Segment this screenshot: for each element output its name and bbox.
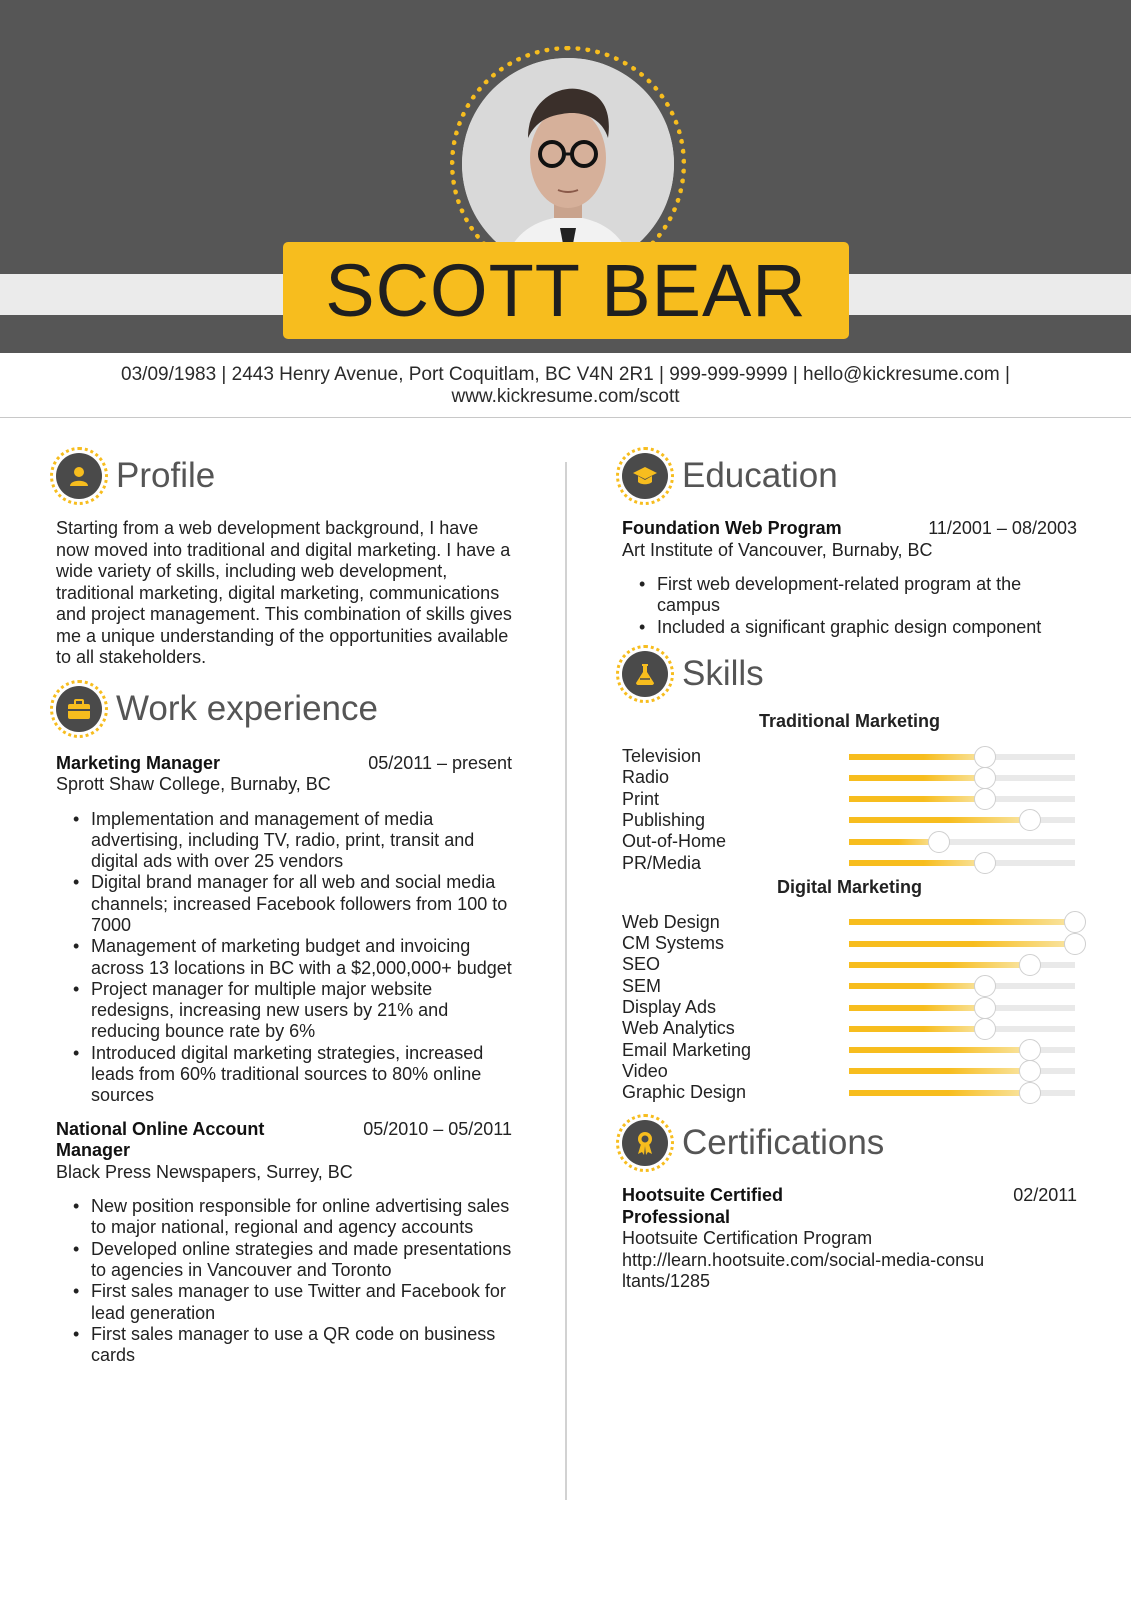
- list-item: • New position responsible for online advertising sales to major national, regional and agency accounts: [73, 1196, 512, 1239]
- skill-row: [622, 1061, 1077, 1082]
- skill-level-bar: [849, 817, 1075, 823]
- briefcase-icon: [66, 697, 92, 721]
- skill-level-knob: [1019, 1039, 1041, 1061]
- skill-row: [622, 746, 1077, 767]
- contact-line-1: 03/09/1983 | 2443 Henry Avenue, Port Coquitlam, BC V4N 2R1 | 999-999-9999 | hello@kickresume.com |: [121, 364, 1010, 385]
- skill-level-fill: [849, 839, 939, 845]
- skill-level-fill: [849, 796, 985, 802]
- skill-level-fill: [849, 1068, 1030, 1074]
- profile-title: Profile: [116, 456, 216, 495]
- list-item: • First sales manager to use a QR code on business cards: [73, 1324, 512, 1367]
- skill-name: CM Systems: [622, 933, 725, 954]
- skill-row: [622, 831, 1077, 852]
- job-dates: 05/2010 – 05/2011: [363, 1118, 512, 1139]
- skill-level-fill: [849, 919, 1075, 925]
- list-item: • Management of marketing budget and invoicing across 13 locations in BC with a $2,000,000+ budget: [73, 936, 512, 979]
- education-heading: [616, 446, 1077, 506]
- skill-level-fill: [849, 983, 985, 989]
- skill-level-knob: [1019, 1082, 1041, 1104]
- job-entry: [56, 1119, 512, 1367]
- skill-name: SEO: [622, 954, 661, 975]
- skill-name: PR/Media: [622, 852, 702, 873]
- skill-group-title: Traditional Marketing: [758, 710, 941, 731]
- skill-level-knob: [1064, 933, 1086, 955]
- skill-level-fill: [849, 1047, 1030, 1053]
- job-org: Sprott Shaw College, Burnaby, BC: [56, 774, 331, 794]
- graduation-cap-icon: [632, 465, 658, 487]
- profile-photo: [462, 58, 674, 270]
- full-name: SCOTT BEAR: [325, 249, 807, 332]
- certification-entry: [622, 1185, 1077, 1293]
- job-bullets: [73, 1196, 512, 1366]
- skill-name: Email Marketing: [622, 1039, 752, 1060]
- left-column: [56, 446, 512, 1367]
- certification-date: 02/2011: [1013, 1185, 1077, 1206]
- skill-row: [622, 912, 1077, 933]
- certification-program: Hootsuite Certification Program: [622, 1228, 873, 1249]
- skill-row: [622, 976, 1077, 997]
- skill-level-bar: [849, 1005, 1075, 1011]
- skill-level-knob: [1064, 911, 1086, 933]
- award-icon: [634, 1130, 656, 1156]
- skill-row: [622, 933, 1077, 954]
- header-banner: [0, 0, 1131, 353]
- user-icon: [67, 464, 91, 488]
- profile-heading: [50, 446, 512, 506]
- education-dates: 11/2001 – 08/2003: [928, 518, 1077, 538]
- list-item: • Included a significant graphic design component: [639, 617, 1077, 638]
- skill-name: Web Design: [622, 911, 720, 932]
- certification-url[interactable]: http://learn.hootsuite.com/social-media-consultants/1285: [622, 1249, 985, 1292]
- skill-level-bar: [849, 1090, 1075, 1096]
- list-item: • Digital brand manager for all web and social media channels; increased Facebook followers from 100 to 7000: [73, 872, 512, 936]
- right-column: [622, 446, 1077, 1293]
- list-item: • Introduced digital marketing strategies, increased leads from 60% traditional sources to 80% online sources: [73, 1043, 512, 1107]
- skill-level-fill: [849, 962, 1030, 968]
- skill-level-bar: [849, 796, 1075, 802]
- skills-heading: [616, 644, 1077, 704]
- skills-title: Skills: [682, 653, 764, 693]
- skill-row: [622, 852, 1077, 873]
- list-item: • First sales manager to use Twitter and Facebook for lead generation: [73, 1281, 512, 1324]
- skill-level-fill: [849, 1090, 1030, 1096]
- skill-level-bar: [849, 941, 1075, 947]
- skill-name: Web Analytics: [622, 1018, 735, 1039]
- skill-level-bar: [849, 754, 1075, 760]
- profile-text: Starting from a web development background, I have now moved into traditional and digital marketing. I have a wide variety of skills, including web development, traditional marketing, digital marketing, communications and project management. This combination of skills gives me a unique understanding of the opportunities available to all stakeholders.: [56, 518, 512, 667]
- contact-line-2: www.kickresume.com/scott: [451, 386, 680, 407]
- job-bullets: [73, 809, 512, 1107]
- work-title: Work experience: [116, 688, 378, 728]
- contact-divider: [0, 417, 1131, 418]
- skill-level-bar: [849, 1068, 1075, 1074]
- skill-level-knob: [1019, 1060, 1041, 1082]
- skill-level-bar: [849, 983, 1075, 989]
- skill-name: Graphic Design: [622, 1082, 747, 1103]
- skill-name: Publishing: [622, 809, 706, 830]
- list-item: • Project manager for multiple major website redesigns, increasing new users by 21% and reducing bounce rate by 6%: [73, 979, 512, 1043]
- job-dates: 05/2011 – present: [368, 752, 512, 773]
- skill-row: [622, 1082, 1077, 1103]
- certification-name: Hootsuite Certified Professional: [622, 1185, 784, 1227]
- skill-level-bar: [849, 1047, 1075, 1053]
- skill-level-knob: [928, 831, 950, 853]
- skill-row: [622, 788, 1077, 809]
- list-item: • First web development-related program at the campus: [639, 574, 1077, 617]
- skill-row: [622, 1039, 1077, 1060]
- skill-row: [622, 997, 1077, 1018]
- skill-level-knob: [974, 788, 996, 810]
- job-role: National Online Account Manager: [56, 1118, 265, 1161]
- skill-level-fill: [849, 1005, 985, 1011]
- skill-level-bar: [849, 775, 1075, 781]
- skill-name: Radio: [622, 767, 670, 788]
- skill-level-bar: [849, 962, 1075, 968]
- skill-level-fill: [849, 941, 1075, 947]
- skill-name: Television: [622, 746, 702, 767]
- education-entry: [622, 518, 1077, 638]
- list-item: • Implementation and management of media advertising, including TV, radio, print, transit and digital ads with over 25 vendors: [73, 809, 512, 873]
- skill-name: Print: [622, 788, 660, 809]
- column-divider: [565, 462, 567, 1500]
- skill-row: [622, 767, 1077, 788]
- job-entry: [56, 753, 512, 1107]
- contact-info: [0, 364, 1131, 408]
- education-title: Education: [682, 456, 838, 495]
- skill-name: Out-of-Home: [622, 831, 727, 852]
- skill-level-fill: [849, 817, 1030, 823]
- flask-icon: [634, 662, 656, 686]
- skill-name: Display Ads: [622, 997, 717, 1017]
- skill-group-title: Digital Marketing: [776, 876, 923, 897]
- job-role: Marketing Manager: [56, 752, 221, 773]
- skill-level-knob: [974, 852, 996, 874]
- skill-level-bar: [849, 839, 1075, 845]
- skill-level-bar: [849, 919, 1075, 925]
- skills-list: [622, 710, 1077, 1103]
- skill-level-fill: [849, 860, 985, 866]
- skill-name: Video: [622, 1060, 668, 1081]
- skill-level-fill: [849, 775, 985, 781]
- skill-level-knob: [1019, 809, 1041, 831]
- skill-level-bar: [849, 860, 1075, 866]
- certifications-heading: [616, 1113, 1077, 1173]
- work-heading: [50, 679, 512, 739]
- skill-row: [622, 1018, 1077, 1039]
- skill-level-knob: [974, 1018, 996, 1040]
- skill-level-knob: [974, 997, 996, 1019]
- skill-row: [622, 810, 1077, 831]
- job-org: Black Press Newspapers, Surrey, BC: [56, 1161, 353, 1182]
- education-bullets: [639, 574, 1077, 638]
- skill-level-fill: [849, 754, 985, 760]
- skill-level-bar: [849, 1026, 1075, 1032]
- skill-row: [622, 954, 1077, 975]
- skill-level-knob: [1019, 954, 1041, 976]
- skill-level-knob: [974, 975, 996, 997]
- program-name: Foundation Web Program: [622, 518, 842, 538]
- skill-name: SEM: [622, 975, 662, 996]
- skill-level-knob: [974, 767, 996, 789]
- list-item: • Developed online strategies and made presentations to agencies in Vancouver and Toronto: [73, 1239, 512, 1282]
- skill-level-knob: [974, 746, 996, 768]
- certifications-title: Certifications: [682, 1123, 885, 1163]
- school-name: Art Institute of Vancouver, Burnaby, BC: [622, 539, 933, 560]
- skill-level-fill: [849, 1026, 985, 1032]
- name-banner: [283, 242, 849, 339]
